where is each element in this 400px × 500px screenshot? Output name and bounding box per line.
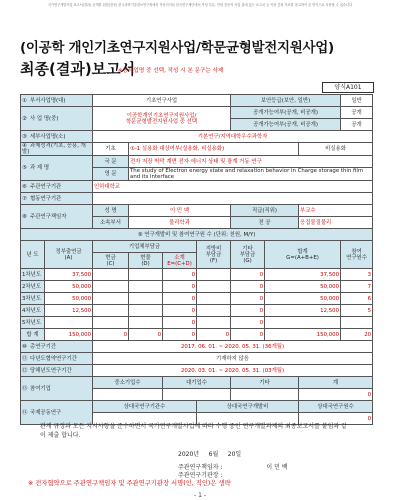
pi-label: ⑧ 주관연구책임자: [21, 205, 93, 229]
pi-signature-line: 주관연구책임자 : 이 민 백: [178, 464, 288, 471]
current-period-value: 2020. 03. 01. ~ 2020. 05. 31. (03개월): [93, 365, 373, 377]
budget-year-header: 년 도: [21, 241, 45, 269]
project-title-label: ⑤ 과 제 명: [21, 156, 93, 181]
partner-org-count-header: 상대국연구기관수: [93, 401, 197, 413]
pi-rank-label: 직급(직위): [231, 205, 299, 217]
disclosure-value-2: 공개: [341, 119, 373, 131]
page-number: - 1 -: [194, 492, 206, 499]
program-label: ① 부서사업명(대): [21, 95, 93, 107]
multiyear-period-value: 기재하지 않음: [93, 353, 373, 365]
project-type-value: 기초: [93, 143, 129, 156]
pi-name-value: 이 민 백: [129, 205, 231, 217]
partner-budget-header: 상대국연구개발비: [197, 401, 299, 413]
partner-institution-value: [93, 193, 373, 205]
budget-total-header: 합계 G=(A+B+E): [265, 241, 341, 269]
total-period-value: 2017. 06. 01. ~ 2020. 05. 31. (36개월): [93, 341, 373, 353]
pi-major-label: 전 공: [231, 217, 299, 229]
budget-section-label: ⑨ 연구개발비 및 참여연구원 수 (단위: 천원, M/Y): [21, 229, 373, 241]
program-value: 기초연구사업: [93, 95, 231, 107]
pi-signature-name: 이 민 백: [266, 464, 288, 471]
declaration-text: 관계 규정과 모든 지시사항을 준수하면서 국가연구개발사업에 따라 수행 중인 연구개발과제의 최종보고서를 붙임과 같이 제출 합니다.: [40, 423, 347, 439]
pi-major-value: 응집물질물리: [299, 217, 373, 229]
host-institution-label: ⑥ 주관연구기관: [21, 181, 93, 193]
pi-dept-value: 물리학과: [129, 217, 231, 229]
budget-row: 3차년도 50,000 0 0 50,000 6: [21, 293, 373, 305]
budget-row: 2차년도 50,000 0 0 50,000 7: [21, 281, 373, 293]
other-company-header: 기타: [231, 377, 299, 389]
subprogram-label: ③ 세부사업명(소): [21, 131, 93, 143]
signature-date: 2020년 6월 20일: [178, 451, 242, 458]
english-label: 영 문: [93, 168, 129, 181]
disclosure-label-2: 공개가능여부(공개, 비공개): [231, 119, 341, 131]
sme-count-header: 중소기업수: [93, 377, 163, 389]
commercialization-label: ①-1 실용화 대상여부(실용화, 비실용화): [129, 143, 299, 156]
budget-private-header: 기업체부담금: [93, 241, 197, 253]
partner-researcher-value: 0: [299, 413, 373, 425]
budget-gov-header: 정부출연금 (A): [45, 241, 93, 269]
korean-title: 전자 저장 박막 계면 전자 에너지 상태 및 광계 거동 연구: [129, 156, 373, 168]
korean-label: 국 문: [93, 156, 129, 168]
company-total-value: 0: [299, 389, 373, 401]
security-label: 보안등급(보안, 일반): [231, 95, 341, 107]
budget-inkind-header: 현물 (D): [129, 253, 163, 269]
budget-row: 1차년도 37,500 0 0 37,500 3: [21, 269, 373, 281]
budget-row: 5차년도 0 0: [21, 317, 373, 329]
budget-researchers-header: 참여 연구원수: [341, 241, 373, 269]
project-name-value: 이공학개인기초연구지원사업/ 학문균형발전지원사업 중 선택: [93, 107, 231, 131]
budget-subtotal-header: 소계 E=(C+D): [163, 253, 197, 269]
budget-matching-header: 지방비 부담금 (F): [197, 241, 231, 269]
disclosure-value-1: 공개: [341, 107, 373, 119]
project-type-label: ④ 과제성격(기초, 응용, 개발): [21, 143, 93, 156]
host-institution-value: 인하대학교: [93, 181, 373, 193]
intl-coop-label: ⑭ 국제공동연구: [21, 401, 93, 425]
pi-name-label: 성 명: [93, 205, 129, 217]
top-notice: 국가연구개발사업 보고서(결과) 공개를 위한(전문) 한국과학기술정보연구원에서 작성지이다 한국연구재단에서 작성 부분. 안내 전문의 사업 홈에 있는 보고서 등 작성 중복 자료를 참고하여 본 양식으로 사용할 수 있습니다: [47, 3, 353, 7]
security-value: 일반: [341, 95, 373, 107]
current-period-label: ⑫ 당해년도연구기간: [21, 365, 93, 377]
english-title: The study of Electron energy state and relaxation behavior in Charge storage thin film and its interface: [129, 168, 373, 181]
budget-cash-header: 현금 (C): [93, 253, 129, 269]
form-number-badge: 양식A101: [322, 82, 374, 93]
partner-researcher-header: 상대국연구원수: [299, 401, 373, 413]
report-title: 최종(결과)보고서: [20, 60, 136, 78]
disclosure-label-1: 공개가능여부(공개, 비공개): [231, 107, 341, 119]
large-company-header: 대기업수: [163, 377, 231, 389]
multiyear-period-label: ⑪ 다년도협약연구기간: [21, 353, 93, 365]
commercialization-value: 비실용화: [299, 143, 373, 156]
participant-companies-label: ⑬ 참여기업: [21, 377, 93, 401]
selection-note: ※공사업명 중 선택, 작성 시 본 문구는 삭제: [118, 68, 224, 74]
pi-rank-value: 부교수: [299, 205, 373, 217]
esign-footnote: ※ 전자협약으로 주관연구책임자 및 주관연구기관장 서명(인, 직인)은 생략: [28, 480, 231, 487]
budget-total-row: 합 계 150,000 0 0 0 0 0 150,000 20: [21, 329, 373, 341]
project-name-label: ② 사 업 명(중): [21, 107, 93, 131]
report-cover-table: [20, 94, 373, 425]
pi-dept-label: 소속부서: [93, 217, 129, 229]
subprogram-value: 기본연구/지역대학우수과학자: [93, 131, 373, 143]
budget-row: 4차년도 12,500 0 0 12,500 5: [21, 305, 373, 317]
report-program-title: (이공학 개인기초연구지원사업/학문균형발전지원사업): [20, 40, 334, 56]
total-period-label: ⑩ 총연구기간: [21, 341, 93, 353]
budget-other-header: 기타 부담금 (G): [231, 241, 265, 269]
partner-institution-label: ⑦ 협동연구기관: [21, 193, 93, 205]
company-total-header: 계: [299, 377, 373, 389]
head-signature-line: 주관연구기관장 :: [178, 472, 223, 479]
